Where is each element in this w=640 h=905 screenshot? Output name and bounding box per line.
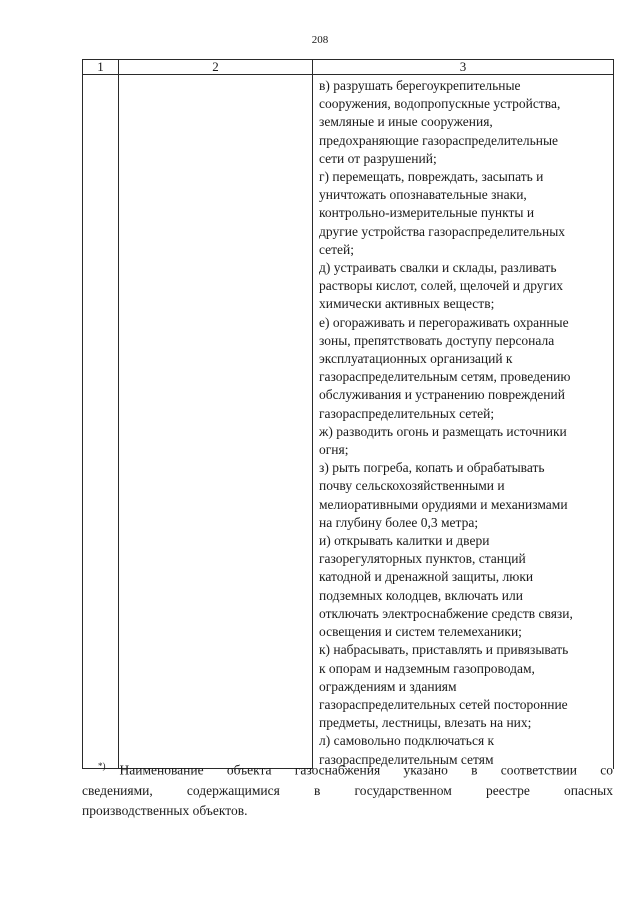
list-item-i: и) открывать калитки и двери газорегуляторных пунктов, станций катодной и дренажной защиты, люки подземных колодцев, включать или отключать электроснабжение средств связи, освещения и систем телемеханики; [319, 533, 573, 640]
requirements-table [82, 59, 614, 769]
footnote-line-1 [82, 756, 613, 781]
list-item-z: з) рыть погреба, копать и обрабатывать почву сельскохозяйственными и мелиоративными орудиями и механизмами на глубину более 0,3 метра; [319, 460, 568, 530]
footnote-line-3: производственных объектов. [82, 802, 248, 818]
footnote-marker: *) [98, 761, 106, 771]
table-cell-col2 [119, 75, 313, 769]
list-item-k: к) набрасывать, приставлять и привязывать к опорам и надземным газопроводам, ограждениям и зданиям газораспределительных сетей посторонние предметы, лестницы, влезать на них; [319, 642, 569, 731]
footnote-line-2: сведениями, содержащимися в государственном реестре опасных [82, 782, 613, 798]
list-item-g: г) перемещать, повреждать, засыпать и уничтожать опознавательные знаки, контрольно-измерительные пункты и другие устройства газораспределительных сетей; [319, 169, 566, 257]
column-header-3: 3 [313, 60, 614, 75]
page-number: 208 [311, 34, 329, 46]
list-item-d: д) устраивать свалки и склады, разливать растворы кислот, солей, щелочей и других химически активных веществ; [319, 260, 564, 312]
table-header-row [83, 60, 614, 75]
footnote-text-1: Наименование объекта газоснабжения указано в соответствии со [119, 762, 613, 778]
footnote [82, 756, 613, 821]
column-header-2: 2 [119, 60, 313, 75]
column-header-1: 1 [83, 60, 119, 75]
list-item-l: л) самовольно подключаться к газораспределительным сетям [319, 733, 495, 767]
table-cell-col3 [313, 75, 614, 769]
table-row [83, 75, 614, 769]
table-cell-col1 [83, 75, 119, 769]
list-item-v: в) разрушать берегоукрепительные сооружения, водопропускные устройства, земляные и иные сооружения, предохраняющие газораспределительные сети от разрушений; [319, 78, 561, 166]
prohibitions-list [313, 75, 613, 769]
list-item-zh: ж) разводить огонь и размещать источники огня; [319, 423, 567, 458]
list-item-e: е) огораживать и перегораживать охранные зоны, препятствовать доступу персонала эксплуатационных организаций к газораспределительным сетям, проведению обслуживания и устранению повреждений газораспределительных сетей; [319, 314, 571, 421]
